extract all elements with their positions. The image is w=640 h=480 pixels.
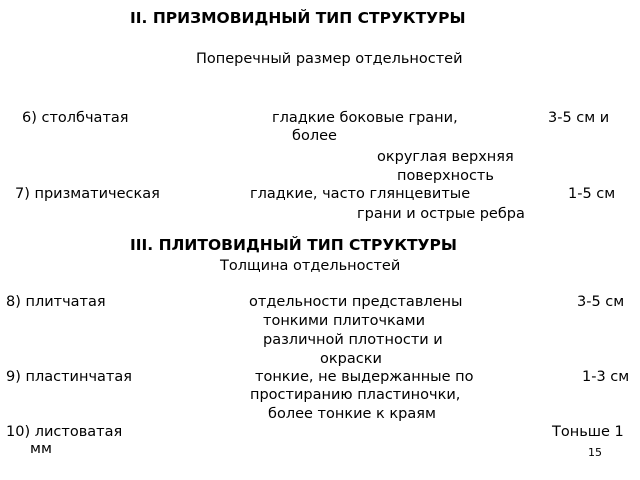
row-6-name: 6) столбчатая bbox=[22, 110, 129, 126]
row-6-desc-line-2: более bbox=[292, 128, 337, 144]
row-9-desc-line-2: простиранию пластиночки, bbox=[250, 387, 461, 403]
page-number: 15 bbox=[588, 446, 602, 459]
row-6-size: 3-5 см и bbox=[548, 110, 610, 126]
row-6-desc-line-1: гладкие боковые грани, bbox=[272, 110, 458, 126]
row-7-desc-line-2: грани и острые ребра bbox=[357, 206, 525, 222]
row-6-desc-line-4: поверхность bbox=[397, 168, 494, 184]
section-2-heading: II. ПРИЗМОВИДНЫЙ ТИП СТРУКТУРЫ bbox=[130, 9, 466, 27]
row-8-size: 3-5 см bbox=[577, 294, 625, 310]
row-8-name: 8) плитчатая bbox=[6, 294, 106, 310]
row-6-desc-line-3: округлая верхняя bbox=[377, 149, 514, 165]
section-3-heading: III. ПЛИТОВИДНЫЙ ТИП СТРУКТУРЫ bbox=[130, 236, 457, 254]
row-8-desc-line-1: отдельности представлены bbox=[249, 294, 463, 310]
row-10-size-continuation: мм bbox=[30, 441, 52, 457]
row-7-name: 7) призматическая bbox=[15, 186, 160, 202]
row-9-desc-line-3: более тонкие к краям bbox=[268, 406, 436, 422]
row-10-size: Тоньше 1 bbox=[552, 424, 624, 440]
row-9-desc-line-1: тонкие, не выдержанные по bbox=[255, 369, 474, 385]
row-9-name: 9) пластинчатая bbox=[6, 369, 132, 385]
row-10-name: 10) листоватая bbox=[6, 424, 123, 440]
row-8-desc-line-4: окраски bbox=[320, 351, 382, 367]
row-7-desc-line-1: гладкие, часто глянцевитые bbox=[250, 186, 471, 202]
section-2-subheading: Поперечный размер отдельностей bbox=[196, 51, 463, 67]
section-3-subheading: Толщина отдельностей bbox=[220, 258, 401, 274]
row-8-desc-line-2: тонкими плиточками bbox=[263, 313, 426, 329]
row-9-size: 1-3 см bbox=[582, 369, 630, 385]
row-8-desc-line-3: различной плотности и bbox=[263, 332, 443, 348]
row-7-size: 1-5 см bbox=[568, 186, 616, 202]
